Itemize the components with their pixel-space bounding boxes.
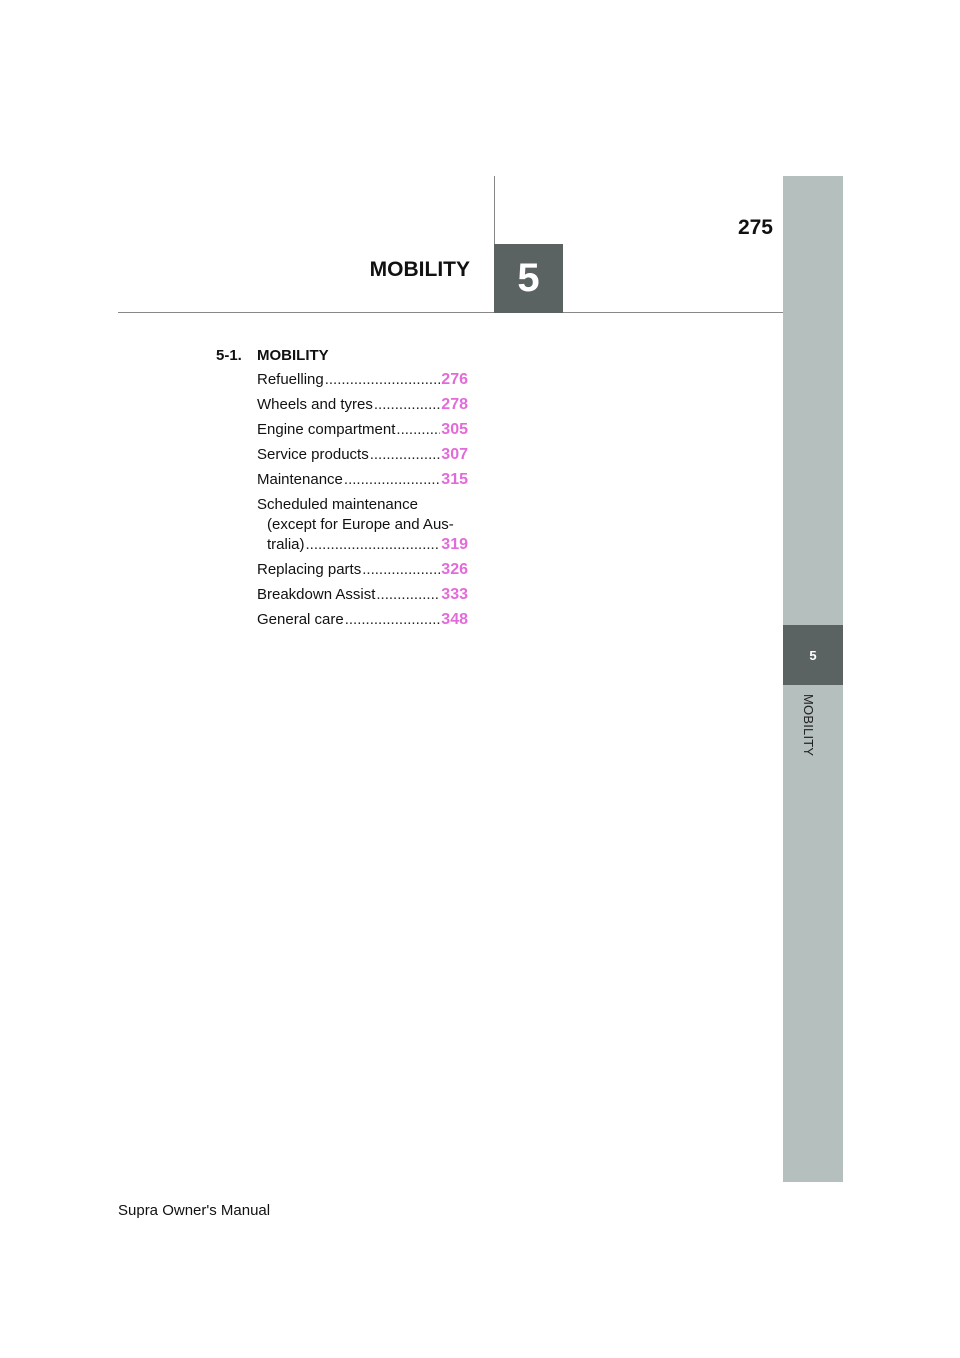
chapter-title: MOBILITY	[369, 258, 470, 281]
section-title: MOBILITY	[257, 347, 329, 364]
toc-section-heading	[216, 346, 468, 370]
toc-page-link[interactable]: 348	[441, 611, 468, 628]
toc-entry-scheduled-maintenance[interactable]	[257, 495, 468, 555]
toc-entry-label: Breakdown Assist	[257, 586, 376, 603]
toc-entry-label: General care	[257, 611, 344, 628]
leader-dots	[325, 370, 441, 390]
leader-dots	[345, 610, 441, 630]
footer-manual-title: Supra Owner's Manual	[118, 1202, 271, 1219]
side-tab-number: 5	[783, 625, 843, 685]
leader-dots	[344, 470, 440, 490]
toc-entry-label-line: (except for Europe and Aus-	[267, 516, 454, 533]
chapter-number-box: 5	[494, 244, 563, 313]
leader-dots	[396, 420, 440, 440]
leader-dots	[370, 445, 441, 465]
table-of-contents	[216, 346, 468, 635]
toc-entry-refuelling[interactable]	[257, 370, 468, 390]
toc-page-link[interactable]: 276	[441, 371, 468, 388]
toc-page-link[interactable]: 307	[441, 446, 468, 463]
toc-entry-label: Refuelling	[257, 371, 324, 388]
leader-dots	[306, 535, 441, 555]
toc-page-link[interactable]: 278	[441, 396, 468, 413]
leader-dots	[374, 395, 440, 415]
header-horizontal-rule	[118, 312, 783, 313]
toc-entry-service-products[interactable]	[257, 445, 468, 465]
toc-entry-label: Service products	[257, 446, 369, 463]
toc-entry-breakdown-assist[interactable]	[257, 585, 468, 605]
toc-page-link[interactable]: 319	[441, 536, 468, 553]
toc-entry-general-care[interactable]	[257, 610, 468, 630]
section-number: 5-1.	[216, 347, 242, 364]
toc-page-link[interactable]: 315	[441, 471, 468, 488]
toc-entry-engine-compartment[interactable]	[257, 420, 468, 440]
side-tab-label: MOBILITY	[801, 694, 816, 757]
toc-entry-label: Maintenance	[257, 471, 343, 488]
toc-entry-label: Engine compartment	[257, 421, 396, 438]
toc-entry-label-line: Scheduled maintenance	[257, 496, 418, 513]
leader-dots	[376, 585, 440, 605]
chapter-side-tab[interactable]	[783, 176, 843, 1182]
toc-page-link[interactable]: 326	[441, 561, 468, 578]
toc-entry-maintenance[interactable]	[257, 470, 468, 490]
toc-page-link[interactable]: 305	[441, 421, 468, 438]
toc-entry-label-line: tralia)	[267, 536, 305, 553]
toc-entry-replacing-parts[interactable]	[257, 560, 468, 580]
header-vertical-rule	[494, 176, 495, 246]
toc-entry-label: Replacing parts	[257, 561, 362, 578]
toc-entry-wheels-and-tyres[interactable]	[257, 395, 468, 415]
page-number: 275	[737, 216, 773, 239]
leader-dots	[362, 560, 440, 580]
toc-entry-label: Wheels and tyres	[257, 396, 373, 413]
toc-page-link[interactable]: 333	[441, 586, 468, 603]
